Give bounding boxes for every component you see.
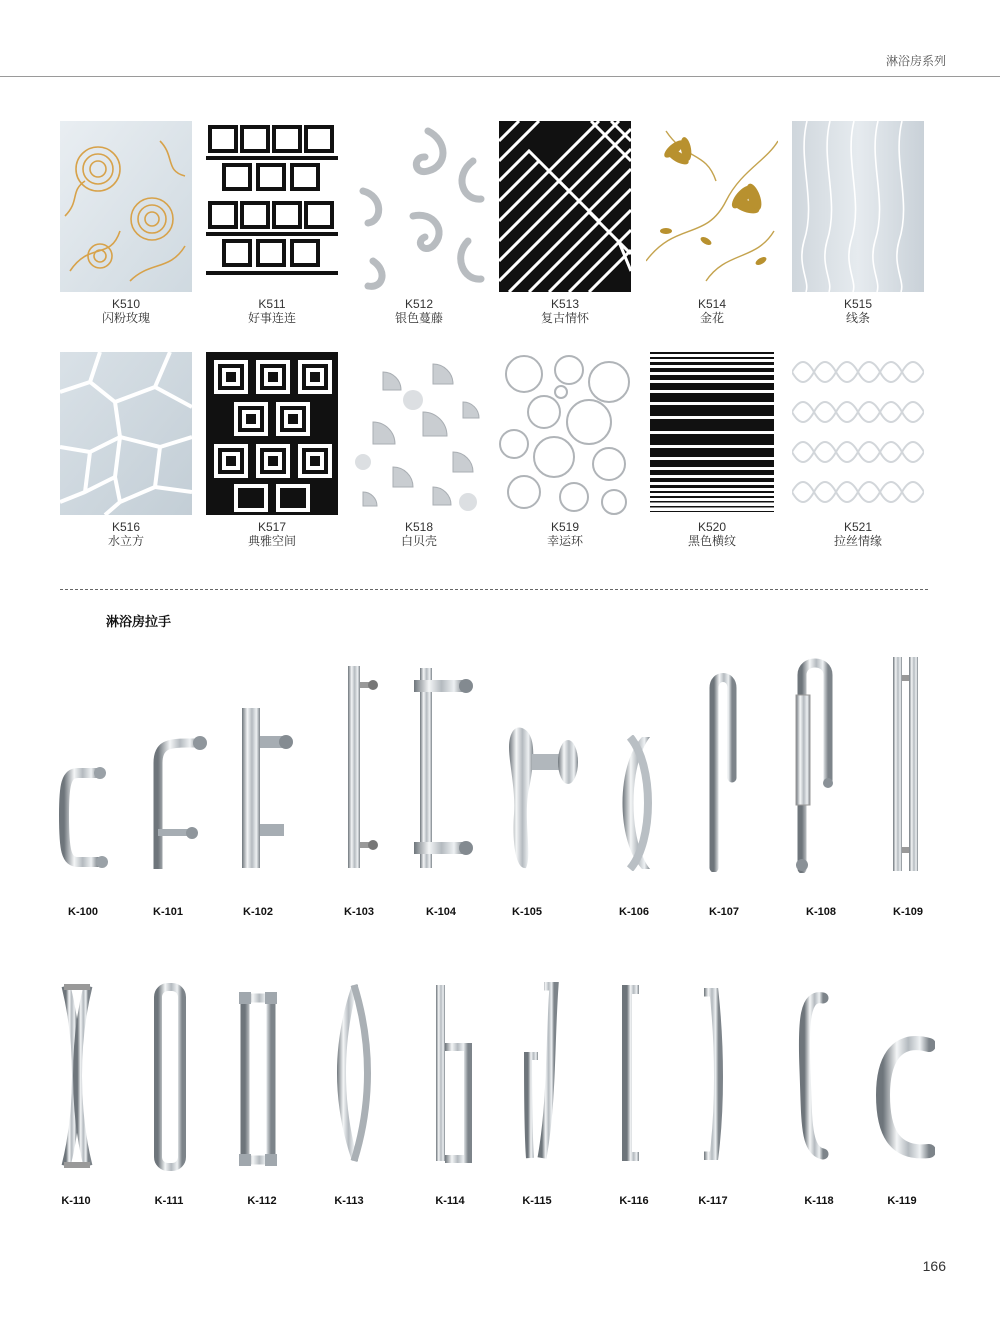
handle-image-k111 [152,983,188,1171]
handle-label: K-118 [804,1195,834,1207]
handle-label: K-101 [153,906,183,918]
handle-label: K-103 [344,906,374,918]
glass-caption [499,520,631,548]
glass-code: K510 [111,297,141,311]
handle-label: K-104 [426,906,456,918]
handle-image-k110 [60,982,94,1170]
handle-image-k108 [790,655,840,873]
glass-caption [792,520,924,548]
header-divider [0,76,1000,77]
glass-code: K521 [843,520,873,534]
glass-tile-k512 [353,121,485,292]
glass-code: K513 [550,297,580,311]
glass-tile-k514 [646,121,778,292]
glass-name: 银色蔓藤 [394,311,443,325]
glass-tile-k513 [499,121,631,292]
handle-label: K-113 [334,1195,364,1207]
glass-caption [353,520,485,548]
handle-image-k109 [889,655,925,873]
handle-image-k101 [148,733,210,871]
handle-label: K-110 [61,1195,91,1207]
section-header-title: 淋浴房系列 [885,54,946,68]
handles-section-title: 淋浴房拉手 [106,614,172,629]
handle-image-k102 [238,706,298,870]
glass-name: 黑色横纹 [687,534,736,548]
glass-code: K511 [258,297,286,311]
handle-label: K-117 [698,1195,728,1207]
handle-image-k100 [58,765,112,870]
handle-label: K-115 [522,1195,552,1207]
handle-label: K-108 [806,906,836,918]
handle-image-k105 [502,724,582,872]
handle-label: K-114 [435,1195,465,1207]
glass-code: K512 [404,297,434,311]
glass-tile-k521 [792,352,924,515]
glass-caption [353,297,485,325]
glass-name: 金花 [699,311,724,325]
handle-image-k118 [795,990,829,1160]
glass-name: 水立方 [107,534,144,548]
glass-caption [206,297,338,325]
handle-label: K-119 [887,1195,917,1207]
glass-code: K520 [697,520,727,534]
glass-tile-k519 [499,352,631,515]
glass-caption [646,520,778,548]
glass-caption [792,297,924,325]
glass-tile-k520 [646,352,778,515]
handle-image-k107 [700,668,746,872]
handle-image-k103 [344,664,380,870]
handle-label: K-100 [68,906,98,918]
glass-caption [206,520,338,548]
glass-name: 幸运环 [546,534,583,548]
glass-name: 白贝壳 [400,534,437,548]
glass-code: K515 [843,297,873,311]
glass-caption [499,297,631,325]
glass-caption [60,520,192,548]
glass-caption [60,297,192,325]
glass-name: 闪粉玫瑰 [101,311,150,325]
handle-image-k115 [520,982,560,1162]
section-divider [60,589,928,590]
handle-label: K-109 [893,906,923,918]
handle-image-k117 [700,988,726,1160]
glass-name: 典雅空间 [247,534,296,548]
handle-image-k106 [612,735,656,871]
glass-tile-k515 [792,121,924,292]
page-number: 166 [922,1258,946,1274]
handle-image-k104 [412,666,476,870]
handle-image-k112 [237,990,279,1168]
glass-name: 好事连连 [247,311,296,325]
handle-label: K-116 [619,1195,649,1207]
handle-label: K-102 [243,906,273,918]
glass-tile-k518 [353,352,485,515]
glass-tile-k517 [206,352,338,515]
handle-image-k116 [617,985,647,1161]
glass-name: 线条 [845,311,870,325]
glass-tile-k510 [60,121,192,292]
glass-tile-k511 [206,121,338,292]
glass-name: 复古情怀 [540,311,589,325]
handle-image-k114 [430,983,476,1163]
handle-label: K-105 [512,906,542,918]
handle-label: K-106 [619,906,649,918]
handle-image-k113 [336,983,372,1163]
glass-code: K514 [697,297,727,311]
glass-code: K518 [404,520,434,534]
glass-code: K519 [550,520,580,534]
handle-label: K-107 [709,906,739,918]
glass-code: K517 [257,520,287,534]
handle-label: K-112 [247,1195,277,1207]
handle-image-k119 [873,1035,935,1161]
glass-name: 拉丝情缘 [833,534,882,548]
glass-code: K516 [111,520,141,534]
glass-tile-k516 [60,352,192,515]
glass-caption [646,297,778,325]
handle-label: K-111 [154,1195,184,1207]
